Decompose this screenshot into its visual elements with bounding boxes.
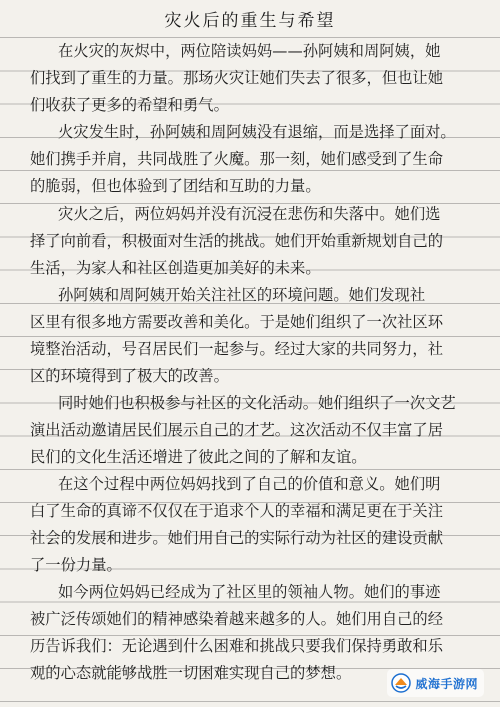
site-watermark bbox=[387, 669, 484, 697]
text-line: 区里有很多地方需要改善和美化。于是她们组织了一次社区环 bbox=[30, 313, 444, 331]
text-line: 境整治活动，号召居民们一起参与。经过大家的共同努力，社 bbox=[30, 340, 444, 358]
text-line: 孙阿姨和周阿姨开始关注社区的环境问题。她们发现社 bbox=[58, 286, 426, 304]
text-line: 生活，为家人和社区创造更加美好的未来。 bbox=[30, 259, 321, 277]
text-line: 同时她们也积极参与社区的文化活动。她们组织了一次文艺 bbox=[58, 394, 456, 412]
text-line: 在火灾的灰烬中，两位陪读妈妈——孙阿姨和周阿姨，她 bbox=[58, 42, 441, 60]
text-line: 区的环境得到了极大的改善。 bbox=[30, 367, 229, 385]
text-line: 演出活动邀请居民们展示自己的才艺。这次活动不仅丰富了居 bbox=[30, 421, 444, 439]
text-line: 在这个过程中两位妈妈找到了自己的价值和意义。她们明 bbox=[58, 475, 441, 493]
text-line: 择了向前看，积极面对生活的挑战。她们开始重新规划自己的 bbox=[30, 232, 444, 250]
site-logo-icon bbox=[391, 673, 411, 693]
text-line: 白了生命的真谛不仅仅在于追求个人的幸福和满足更在于关注 bbox=[30, 502, 444, 520]
text-line: 灾火之后，两位妈妈并没有沉浸在悲伤和失落中。她们选 bbox=[58, 205, 441, 223]
text-line: 火灾发生时，孙阿姨和周阿姨没有退缩，而是选择了面对。 bbox=[58, 123, 456, 141]
text-line: 历告诉我们：无论遇到什么困难和挑战只要我们保持勇敢和乐 bbox=[30, 637, 444, 655]
text-line: 民们的文化生活还增进了彼此之间的了解和友谊。 bbox=[30, 448, 367, 466]
text-line: 们找到了重生的力量。那场火灾让她们失去了很多，但也让她 bbox=[30, 69, 444, 87]
text-line: 了一份力量。 bbox=[30, 556, 122, 574]
text-line: 的脆弱，但也体验到了团结和互助的力量。 bbox=[30, 177, 321, 195]
page-title: 灾火后的重生与希望 bbox=[164, 11, 336, 31]
text-line: 她们携手并肩，共同战胜了火魔。那一刻，她们感受到了生命 bbox=[30, 150, 444, 168]
text-line: 观的心态就能够战胜一切困难实现自己的梦想。 bbox=[30, 664, 352, 682]
text-line: 被广泛传颂她们的精神感染着越来越多的人。她们用自己的经 bbox=[30, 610, 444, 628]
text-line: 们收获了更多的希望和勇气。 bbox=[30, 96, 229, 114]
watermark-text: 威海手游网 bbox=[415, 676, 478, 691]
text-line: 如今两位妈妈已经成为了社区里的领袖人物。她们的事迹 bbox=[58, 583, 441, 601]
text-line: 社会的发展和进步。她们用自己的实际行动为社区的建设贡献 bbox=[30, 529, 444, 547]
